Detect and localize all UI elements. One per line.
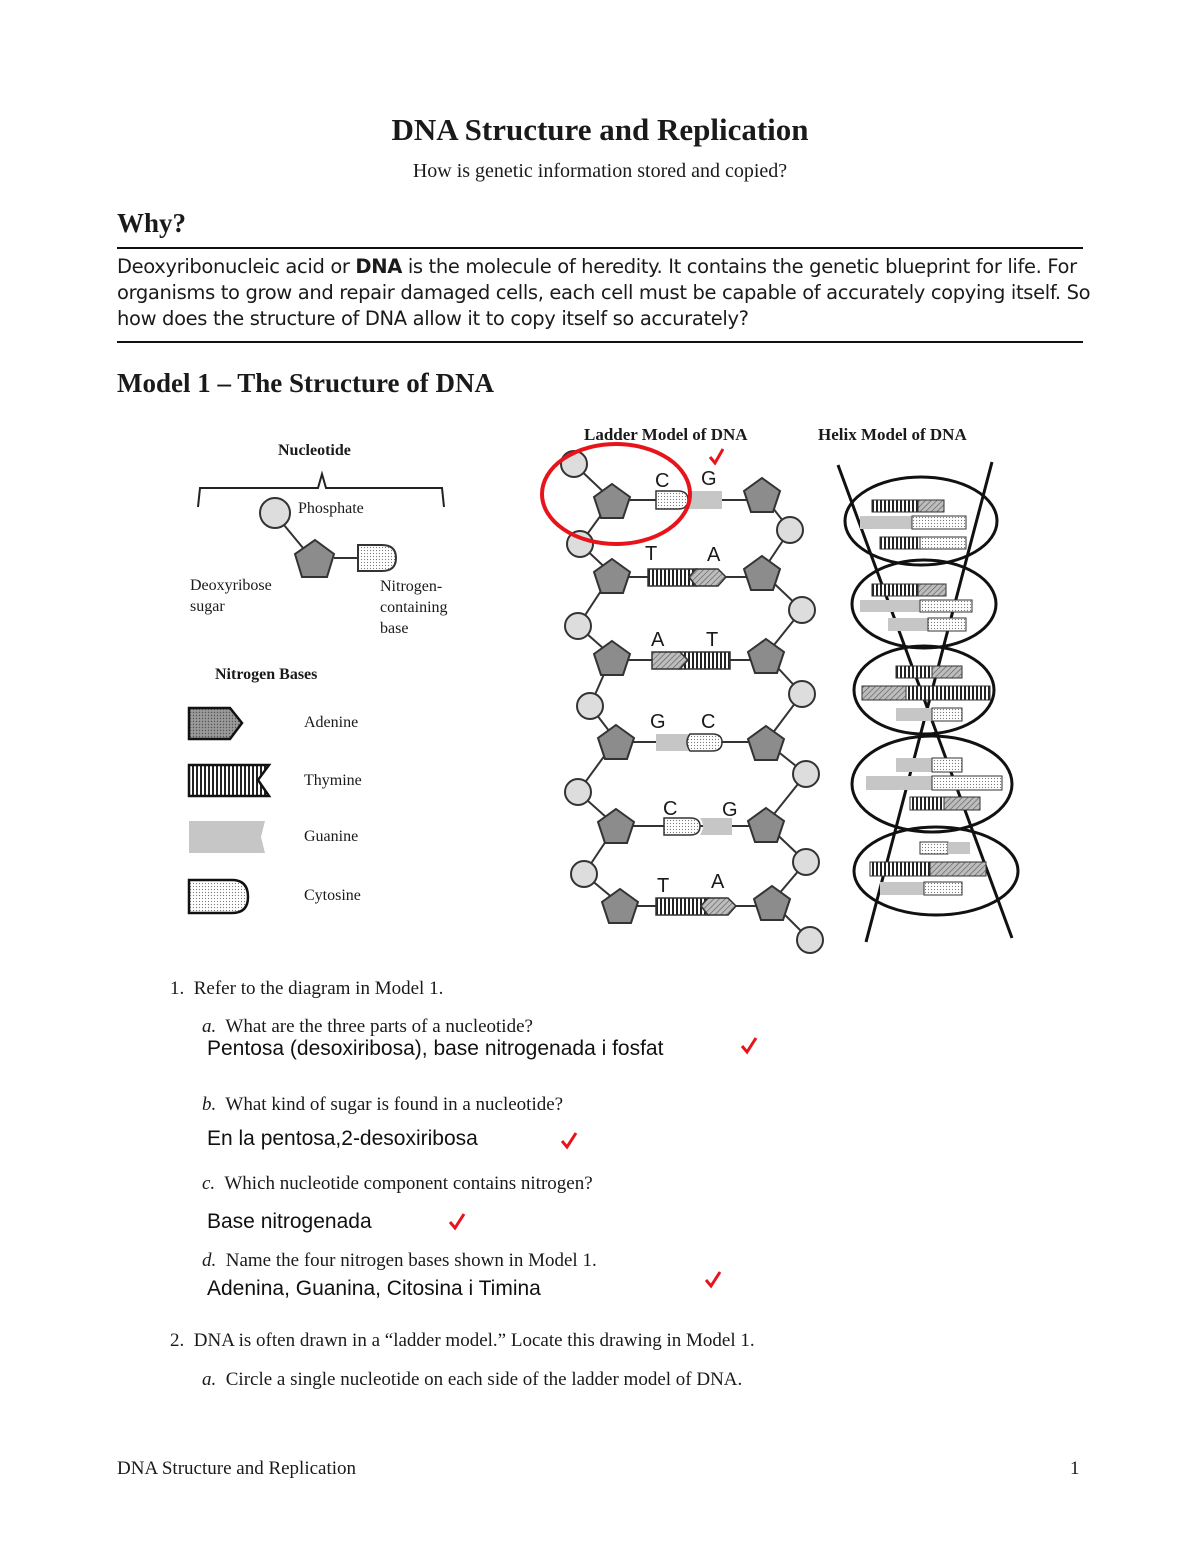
base-shape: [358, 545, 396, 571]
q2: [170, 1330, 755, 1352]
adenine-icon: [189, 708, 242, 739]
ladder-letter-6-right: A: [711, 871, 725, 893]
check-q1b: [562, 1133, 576, 1147]
why-text-post: is the molecule of heredity. It contains the genetic blueprint for life. For organisms to grow and repair damaged cells, each cell must be capable of accurately copying itself. So how does the structure of DNA allow it to copy itself so accurately?: [117, 255, 1091, 330]
q1d-letter: d.: [202, 1250, 217, 1271]
ladder-letter-6-left: T: [657, 875, 670, 897]
phosphate-label: Phosphate: [298, 500, 364, 517]
q1c: [202, 1173, 593, 1195]
q2a-text: Circle a single nucleotide on each side of the ladder model of DNA.: [225, 1369, 743, 1390]
q1c-answer: Base nitrogenada: [207, 1210, 372, 1233]
ladder-letter-4-left: G: [650, 711, 666, 733]
q2-text: DNA is often drawn in a “ladder model.” Locate this drawing in Model 1.: [193, 1330, 755, 1351]
helix-title: Helix Model of DNA: [818, 425, 967, 444]
q1a-text: What are the three parts of a nucleotide?: [225, 1016, 533, 1037]
q2a-letter: a.: [202, 1369, 217, 1390]
q1: [170, 978, 443, 1000]
page-subtitle: How is genetic information stored and copied?: [412, 160, 788, 182]
why-text-dna: DNA: [355, 255, 402, 278]
why-text-pre: Deoxyribonucleic acid or: [117, 255, 356, 278]
footer-title: DNA Structure and Replication: [117, 1458, 357, 1479]
q1a: [202, 1016, 533, 1038]
ladder-letter-3-right: T: [706, 629, 719, 651]
q1c-text: Which nucleotide component contains nitrogen?: [224, 1173, 593, 1194]
q1d-text: Name the four nitrogen bases shown in Model 1.: [225, 1250, 597, 1271]
nucleotide-label: Nucleotide: [278, 442, 351, 459]
page-title: DNA Structure and Replication: [391, 112, 809, 147]
helix-model: [838, 462, 1018, 942]
ladder-letter-1-right: G: [701, 468, 717, 490]
ladder-letter-3-left: A: [651, 629, 665, 651]
thymine-icon: [189, 765, 269, 796]
q2a: [202, 1369, 742, 1391]
ladder-letter-2-right: A: [707, 544, 721, 566]
base-name-thymine: Thymine: [304, 772, 362, 789]
ladder-letter-4-right: C: [701, 711, 716, 733]
q1b-text: What kind of sugar is found in a nucleotide?: [225, 1094, 564, 1115]
q1b-letter: b.: [202, 1094, 217, 1115]
base-name-adenine: Adenine: [304, 714, 359, 731]
model-heading: Model 1 – The Structure of DNA: [117, 368, 494, 398]
q1d-answer: Adenina, Guanina, Citosina i Timina: [207, 1277, 541, 1300]
q1-text: Refer to the diagram in Model 1.: [193, 978, 444, 999]
bases-heading: Nitrogen Bases: [215, 666, 318, 683]
sugar-label: Deoxyribose sugar: [190, 577, 272, 615]
phosphate-circle: [260, 498, 290, 528]
ladder-letter-2-left: T: [645, 543, 658, 565]
q2-number: 2.: [170, 1330, 185, 1351]
q1a-answer: Pentosa (desoxiribosa), base nitrogenada i fosfat: [207, 1037, 664, 1060]
check-q1d: [706, 1272, 720, 1286]
ladder-letter-5-right: G: [722, 799, 738, 821]
q1a-letter: a.: [202, 1016, 217, 1037]
ladder-letter-5-left: C: [663, 798, 678, 820]
q1b: [202, 1094, 563, 1116]
check-q1c: [450, 1214, 464, 1228]
ladder-letter-1-left: C: [655, 470, 670, 492]
ladder-title: Ladder Model of DNA: [584, 425, 748, 444]
cytosine-icon: [189, 880, 248, 913]
check-ladder: [710, 449, 723, 463]
q1d: [202, 1250, 597, 1272]
nucleotide-diagram: [198, 474, 444, 577]
check-q1a: [742, 1038, 756, 1052]
base-label: Nitrogen-containing base: [380, 578, 448, 637]
base-name-guanine: Guanine: [304, 828, 359, 845]
guanine-icon: [189, 821, 265, 853]
page-number: 1: [1070, 1458, 1080, 1479]
why-heading: Why?: [117, 208, 187, 238]
q1b-answer: En la pentosa,2-desoxiribosa: [207, 1127, 478, 1150]
q1c-letter: c.: [202, 1173, 216, 1194]
q1-number: 1.: [170, 978, 185, 999]
ladder-model: [561, 451, 823, 953]
base-name-cytosine: Cytosine: [304, 887, 361, 904]
